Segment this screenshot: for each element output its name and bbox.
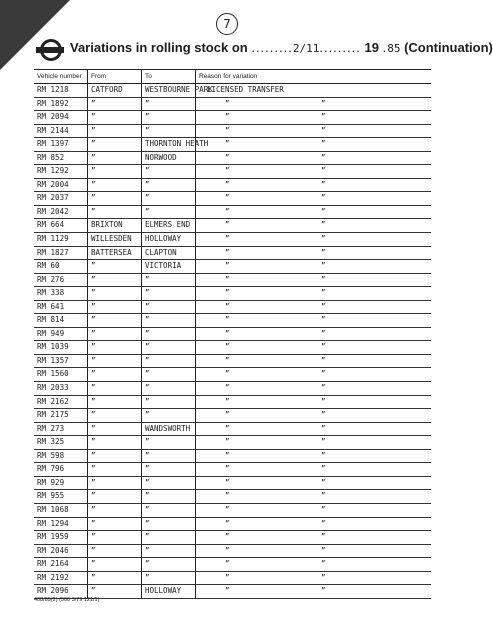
from-garage: ” bbox=[88, 111, 142, 124]
reason-mark: ” bbox=[321, 206, 326, 216]
reason-for-variation bbox=[196, 409, 431, 422]
reason-mark: ” bbox=[225, 464, 230, 474]
reason-mark: ” bbox=[225, 179, 230, 189]
reason-mark: ” bbox=[225, 274, 230, 284]
table-row bbox=[34, 531, 431, 545]
vehicle-number: RM 641 bbox=[34, 301, 88, 314]
reason-mark: ” bbox=[225, 220, 230, 230]
reason-mark: ” bbox=[225, 139, 230, 149]
reason-for-variation bbox=[196, 287, 431, 300]
to-garage: ” bbox=[142, 518, 196, 531]
reason-mark: ” bbox=[225, 342, 230, 352]
table-row bbox=[34, 572, 431, 586]
from-garage: ” bbox=[88, 301, 142, 314]
reason-for-variation bbox=[196, 341, 431, 354]
from-garage: ” bbox=[88, 396, 142, 409]
from-garage: ” bbox=[88, 179, 142, 192]
vehicle-number: RM 1892 bbox=[34, 98, 88, 111]
reason-mark: ” bbox=[321, 301, 326, 311]
reason-mark: ” bbox=[225, 193, 230, 203]
table-row bbox=[34, 192, 431, 206]
vehicle-number: RM 276 bbox=[34, 274, 88, 287]
column-header-vehicle: Vehicle number bbox=[34, 70, 88, 83]
reason-mark: ” bbox=[321, 193, 326, 203]
reason-mark: ” bbox=[321, 396, 326, 406]
from-garage: ” bbox=[88, 531, 142, 544]
reason-mark: ” bbox=[321, 586, 326, 596]
vehicle-number: RM 598 bbox=[34, 450, 88, 463]
table-row bbox=[34, 301, 431, 315]
table-row bbox=[34, 84, 431, 98]
reason-for-variation bbox=[196, 111, 431, 124]
to-garage: ” bbox=[142, 368, 196, 381]
column-header-from: From bbox=[88, 70, 142, 83]
reason-for-variation bbox=[196, 206, 431, 219]
reason-mark: ” bbox=[321, 355, 326, 365]
from-garage: ” bbox=[88, 545, 142, 558]
reason-for-variation bbox=[196, 328, 431, 341]
vehicle-number: RM 1959 bbox=[34, 531, 88, 544]
table-row bbox=[34, 450, 431, 464]
vehicle-number: RM 2162 bbox=[34, 396, 88, 409]
reason-for-variation bbox=[196, 558, 431, 571]
to-garage: ” bbox=[142, 504, 196, 517]
reason-mark: ” bbox=[321, 410, 326, 420]
table-row bbox=[34, 233, 431, 247]
reason-for-variation bbox=[196, 219, 431, 232]
from-garage: ” bbox=[88, 368, 142, 381]
table-row bbox=[34, 355, 431, 369]
to-garage: ” bbox=[142, 490, 196, 503]
from-garage: CATFORD bbox=[88, 84, 142, 97]
table-row bbox=[34, 463, 431, 477]
table-row bbox=[34, 152, 431, 166]
reason-for-variation bbox=[196, 152, 431, 165]
table-row bbox=[34, 341, 431, 355]
reason-for-variation bbox=[196, 274, 431, 287]
column-header-to: To bbox=[142, 70, 196, 83]
table-row bbox=[34, 138, 431, 152]
from-garage: ” bbox=[88, 558, 142, 571]
vehicle-number: RM 2096 bbox=[34, 585, 88, 598]
to-garage: ” bbox=[142, 355, 196, 368]
to-garage: ” bbox=[142, 409, 196, 422]
handwritten-year: 85 bbox=[387, 42, 401, 55]
reason-mark: ” bbox=[225, 328, 230, 338]
reason-mark: ” bbox=[321, 328, 326, 338]
to-garage: ” bbox=[142, 558, 196, 571]
from-garage: ” bbox=[88, 152, 142, 165]
from-garage: ” bbox=[88, 165, 142, 178]
reason-mark: ” bbox=[321, 234, 326, 244]
form-reference: 408/89(2) (500 3/79 121/1) bbox=[34, 597, 100, 603]
vehicle-number: RM 2042 bbox=[34, 206, 88, 219]
vehicle-number: RM 338 bbox=[34, 287, 88, 300]
vehicle-number: RM 2175 bbox=[34, 409, 88, 422]
table-row bbox=[34, 436, 431, 450]
reason-mark: ” bbox=[225, 98, 230, 108]
reason-for-variation bbox=[196, 314, 431, 327]
from-garage: ” bbox=[88, 287, 142, 300]
vehicle-number: RM 955 bbox=[34, 490, 88, 503]
vehicle-number: RM 796 bbox=[34, 463, 88, 476]
to-garage: VICTORIA bbox=[142, 260, 196, 273]
from-garage: ” bbox=[88, 585, 142, 598]
from-garage: ” bbox=[88, 477, 142, 490]
from-garage: ” bbox=[88, 314, 142, 327]
from-garage: ” bbox=[88, 98, 142, 111]
from-garage: WILLESDEN bbox=[88, 233, 142, 246]
reason-for-variation bbox=[196, 138, 431, 151]
reason-mark: ” bbox=[321, 477, 326, 487]
table-row bbox=[34, 504, 431, 518]
reason-for-variation bbox=[196, 355, 431, 368]
vehicle-number: RM 1068 bbox=[34, 504, 88, 517]
vehicle-number: RM 1039 bbox=[34, 341, 88, 354]
vehicle-number: RM 1129 bbox=[34, 233, 88, 246]
reason-for-variation bbox=[196, 518, 431, 531]
reason-mark: ” bbox=[225, 315, 230, 325]
to-garage: ” bbox=[142, 314, 196, 327]
reason-for-variation bbox=[196, 436, 431, 449]
reason-for-variation bbox=[196, 260, 431, 273]
reason-mark: ” bbox=[321, 179, 326, 189]
table-body bbox=[34, 84, 431, 599]
reason-for-variation bbox=[196, 396, 431, 409]
to-garage: ” bbox=[142, 301, 196, 314]
table-row bbox=[34, 518, 431, 532]
reason-for-variation bbox=[196, 382, 431, 395]
reason-for-variation bbox=[196, 165, 431, 178]
vehicle-number: RM 2164 bbox=[34, 558, 88, 571]
from-garage: ” bbox=[88, 504, 142, 517]
to-garage: ” bbox=[142, 396, 196, 409]
from-garage: ” bbox=[88, 355, 142, 368]
to-garage: THORNTON HEATH bbox=[142, 138, 196, 151]
vehicle-number: RM 1294 bbox=[34, 518, 88, 531]
to-garage: ” bbox=[142, 328, 196, 341]
table-row bbox=[34, 409, 431, 423]
vehicle-number: RM 2144 bbox=[34, 125, 88, 138]
table-row bbox=[34, 490, 431, 504]
vehicle-number: RM 852 bbox=[34, 152, 88, 165]
reason-mark: ” bbox=[321, 369, 326, 379]
reason-mark: ” bbox=[225, 355, 230, 365]
from-garage: ” bbox=[88, 423, 142, 436]
reason-mark: ” bbox=[225, 301, 230, 311]
vehicle-number: RM 2004 bbox=[34, 179, 88, 192]
to-garage: ” bbox=[142, 98, 196, 111]
reason-for-variation bbox=[196, 192, 431, 205]
table-row bbox=[34, 314, 431, 328]
reason-mark: ” bbox=[225, 247, 230, 257]
reason-mark: ” bbox=[321, 572, 326, 582]
reason-mark: ” bbox=[225, 586, 230, 596]
from-garage: ” bbox=[88, 463, 142, 476]
to-garage: HOLLOWAY bbox=[142, 585, 196, 598]
to-garage: WANDSWORTH bbox=[142, 423, 196, 436]
form-title: Variations in rolling stock on .........2/11......... 19 .85 (Continuation) bbox=[70, 40, 493, 55]
table-row bbox=[34, 125, 431, 139]
reason-mark: LICENSED TRANSFER bbox=[207, 85, 284, 94]
reason-mark: ” bbox=[321, 261, 326, 271]
from-garage: ” bbox=[88, 260, 142, 273]
column-header-reason: Reason for variation bbox=[199, 73, 258, 80]
reason-mark: ” bbox=[225, 410, 230, 420]
reason-for-variation bbox=[196, 531, 431, 544]
table-row bbox=[34, 423, 431, 437]
from-garage: BRIXTON bbox=[88, 219, 142, 232]
vehicle-number: RM 2033 bbox=[34, 382, 88, 395]
title-year-prefix: 19 bbox=[364, 40, 379, 55]
reason-mark: ” bbox=[225, 166, 230, 176]
to-garage: NORWOOD bbox=[142, 152, 196, 165]
to-garage: ” bbox=[142, 477, 196, 490]
reason-mark: ” bbox=[321, 559, 326, 569]
from-garage: ” bbox=[88, 125, 142, 138]
reason-mark: ” bbox=[225, 532, 230, 542]
to-garage: ” bbox=[142, 206, 196, 219]
vehicle-number: RM 664 bbox=[34, 219, 88, 232]
vehicle-number: RM 1827 bbox=[34, 247, 88, 260]
page-number: 7 bbox=[216, 13, 238, 35]
from-garage: ” bbox=[88, 518, 142, 531]
table-row bbox=[34, 165, 431, 179]
reason-mark: ” bbox=[321, 423, 326, 433]
vehicle-number: RM 949 bbox=[34, 328, 88, 341]
table-row bbox=[34, 179, 431, 193]
reason-mark: ” bbox=[225, 261, 230, 271]
vehicle-number: RM 2046 bbox=[34, 545, 88, 558]
reason-for-variation bbox=[196, 125, 431, 138]
roundel-icon bbox=[36, 38, 64, 62]
table-row bbox=[34, 382, 431, 396]
rolling-stock-table bbox=[34, 70, 431, 599]
reason-mark: ” bbox=[225, 112, 230, 122]
vehicle-number: RM 1292 bbox=[34, 165, 88, 178]
table-row bbox=[34, 477, 431, 491]
vehicle-number: RM 1218 bbox=[34, 84, 88, 97]
reason-mark: ” bbox=[321, 98, 326, 108]
reason-mark: ” bbox=[225, 559, 230, 569]
reason-for-variation bbox=[196, 572, 431, 585]
to-garage: ” bbox=[142, 531, 196, 544]
to-garage: WESTBOURNE PARK bbox=[142, 84, 196, 97]
reason-mark: ” bbox=[321, 532, 326, 542]
reason-mark: ” bbox=[225, 518, 230, 528]
reason-for-variation bbox=[196, 84, 431, 97]
vehicle-number: RM 325 bbox=[34, 436, 88, 449]
to-garage: ” bbox=[142, 179, 196, 192]
vehicle-number: RM 2037 bbox=[34, 192, 88, 205]
reason-mark: ” bbox=[225, 545, 230, 555]
handwritten-date: 2/11 bbox=[292, 42, 320, 55]
reason-for-variation bbox=[196, 98, 431, 111]
reason-mark: ” bbox=[225, 572, 230, 582]
reason-for-variation bbox=[196, 490, 431, 503]
title-prefix: Variations in rolling stock on bbox=[70, 40, 248, 55]
to-garage: ” bbox=[142, 274, 196, 287]
to-garage: ” bbox=[142, 341, 196, 354]
from-garage: ” bbox=[88, 450, 142, 463]
table-row bbox=[34, 98, 431, 112]
reason-for-variation bbox=[196, 504, 431, 517]
from-garage: ” bbox=[88, 341, 142, 354]
reason-mark: ” bbox=[321, 247, 326, 257]
reason-mark: ” bbox=[321, 166, 326, 176]
reason-mark: ” bbox=[321, 518, 326, 528]
reason-for-variation bbox=[196, 423, 431, 436]
reason-for-variation bbox=[196, 247, 431, 260]
table-row bbox=[34, 328, 431, 342]
reason-mark: ” bbox=[321, 504, 326, 514]
from-garage: ” bbox=[88, 490, 142, 503]
table-row bbox=[34, 396, 431, 410]
reason-mark: ” bbox=[225, 288, 230, 298]
to-garage: ” bbox=[142, 463, 196, 476]
reason-mark: ” bbox=[225, 491, 230, 501]
reason-mark: ” bbox=[225, 437, 230, 447]
reason-mark: ” bbox=[225, 369, 230, 379]
reason-mark: ” bbox=[225, 450, 230, 460]
reason-mark: ” bbox=[321, 342, 326, 352]
reason-for-variation bbox=[196, 301, 431, 314]
reason-mark: ” bbox=[321, 288, 326, 298]
reason-mark: ” bbox=[321, 464, 326, 474]
reason-mark: ” bbox=[321, 491, 326, 501]
vehicle-number: RM 60 bbox=[34, 260, 88, 273]
reason-for-variation bbox=[196, 450, 431, 463]
reason-for-variation bbox=[196, 477, 431, 490]
reason-mark: ” bbox=[225, 396, 230, 406]
reason-mark: ” bbox=[225, 206, 230, 216]
to-garage: ” bbox=[142, 436, 196, 449]
reason-mark: ” bbox=[321, 139, 326, 149]
reason-mark: ” bbox=[321, 152, 326, 162]
title-suffix: (Continuation) bbox=[404, 40, 493, 55]
from-garage: ” bbox=[88, 382, 142, 395]
reason-mark: ” bbox=[321, 545, 326, 555]
reason-mark: ” bbox=[321, 125, 326, 135]
reason-mark: ” bbox=[321, 112, 326, 122]
to-garage: ” bbox=[142, 545, 196, 558]
to-garage: ELMERS END bbox=[142, 219, 196, 232]
reason-mark: ” bbox=[321, 437, 326, 447]
vehicle-number: RM 1560 bbox=[34, 368, 88, 381]
from-garage: ” bbox=[88, 572, 142, 585]
reason-mark: ” bbox=[321, 450, 326, 460]
reason-mark: ” bbox=[321, 274, 326, 284]
table-row bbox=[34, 260, 431, 274]
table-row bbox=[34, 219, 431, 233]
table-row bbox=[34, 368, 431, 382]
to-garage: ” bbox=[142, 572, 196, 585]
to-garage: ” bbox=[142, 125, 196, 138]
reason-for-variation bbox=[196, 463, 431, 476]
table-header bbox=[34, 70, 431, 84]
from-garage: BATTERSEA bbox=[88, 247, 142, 260]
from-garage: ” bbox=[88, 138, 142, 151]
reason-for-variation bbox=[196, 233, 431, 246]
from-garage: ” bbox=[88, 192, 142, 205]
from-garage: ” bbox=[88, 328, 142, 341]
table-row bbox=[34, 206, 431, 220]
to-garage: ” bbox=[142, 287, 196, 300]
vehicle-number: RM 1357 bbox=[34, 355, 88, 368]
vehicle-number: RM 1397 bbox=[34, 138, 88, 151]
reason-mark: ” bbox=[225, 477, 230, 487]
table-row bbox=[34, 111, 431, 125]
table-row bbox=[34, 287, 431, 301]
table-row bbox=[34, 545, 431, 559]
vehicle-number: RM 814 bbox=[34, 314, 88, 327]
reason-mark: ” bbox=[225, 234, 230, 244]
reason-for-variation bbox=[196, 179, 431, 192]
table-row bbox=[34, 247, 431, 261]
from-garage: ” bbox=[88, 206, 142, 219]
to-garage: ” bbox=[142, 111, 196, 124]
reason-mark: ” bbox=[321, 315, 326, 325]
from-garage: ” bbox=[88, 409, 142, 422]
reason-mark: ” bbox=[225, 383, 230, 393]
reason-mark: ” bbox=[225, 504, 230, 514]
from-garage: ” bbox=[88, 436, 142, 449]
reason-mark: ” bbox=[225, 125, 230, 135]
vehicle-number: RM 273 bbox=[34, 423, 88, 436]
table-row bbox=[34, 274, 431, 288]
reason-mark: ” bbox=[225, 152, 230, 162]
to-garage: ” bbox=[142, 382, 196, 395]
from-garage: ” bbox=[88, 274, 142, 287]
vehicle-number: RM 2094 bbox=[34, 111, 88, 124]
table-row bbox=[34, 558, 431, 572]
to-garage: CLAPTON bbox=[142, 247, 196, 260]
reason-for-variation bbox=[196, 368, 431, 381]
reason-for-variation bbox=[196, 545, 431, 558]
to-garage: HOLLOWAY bbox=[142, 233, 196, 246]
to-garage: ” bbox=[142, 165, 196, 178]
to-garage: ” bbox=[142, 192, 196, 205]
vehicle-number: RM 929 bbox=[34, 477, 88, 490]
to-garage: ” bbox=[142, 450, 196, 463]
reason-mark: ” bbox=[321, 220, 326, 230]
reason-mark: ” bbox=[225, 423, 230, 433]
vehicle-number: RM 2192 bbox=[34, 572, 88, 585]
reason-mark: ” bbox=[321, 383, 326, 393]
reason-for-variation bbox=[196, 585, 431, 598]
